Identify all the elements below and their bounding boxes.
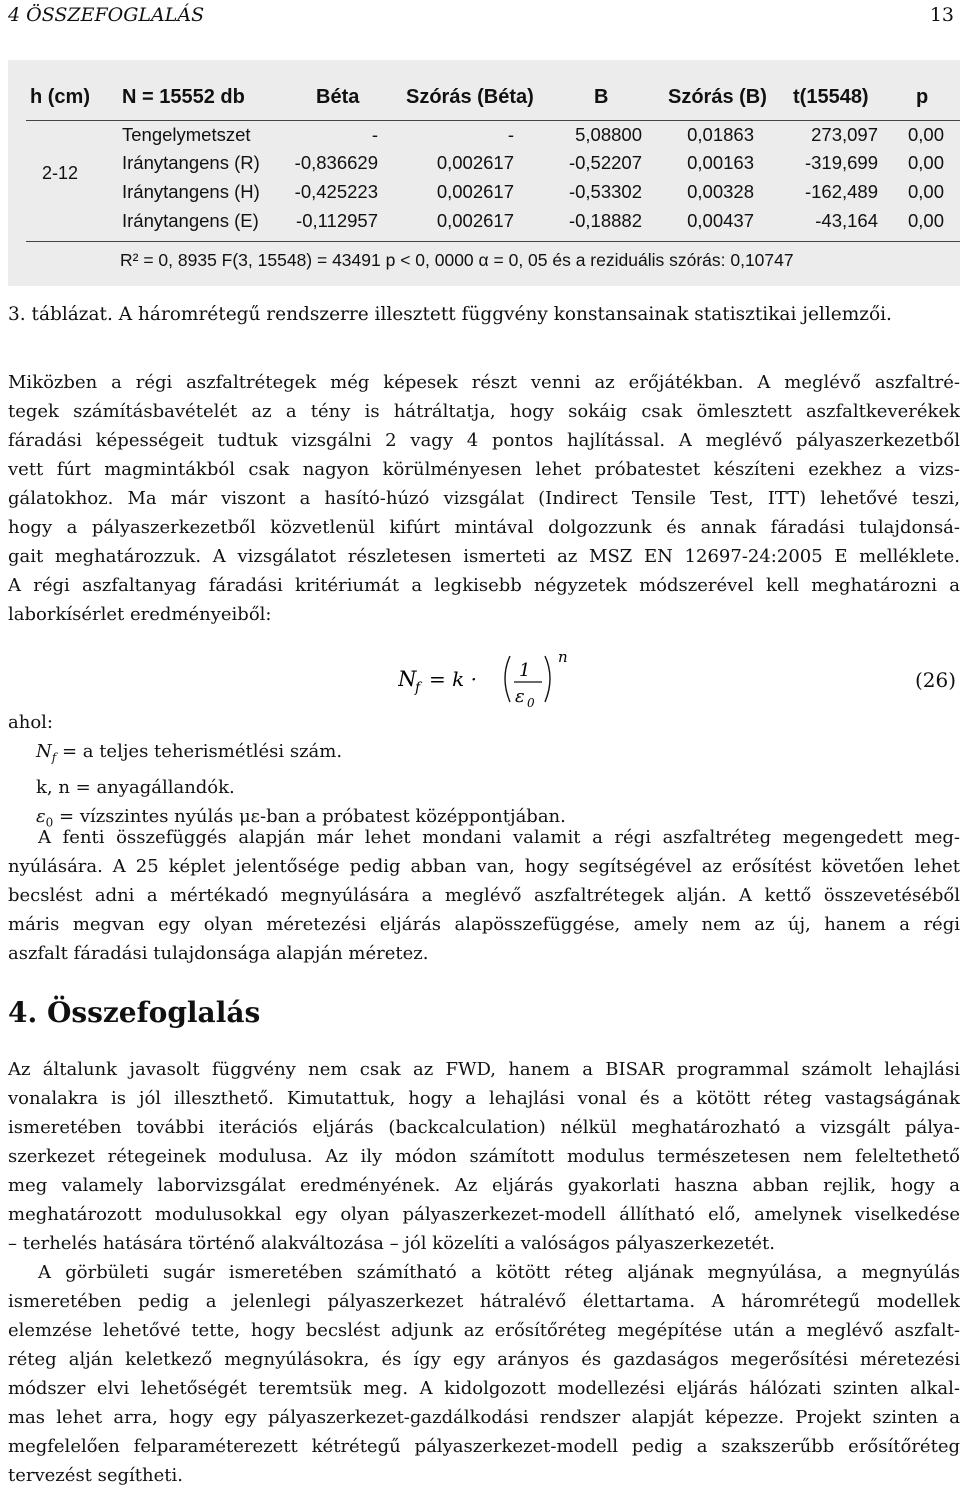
text-line: hogy a pályaszerkezetből közvetlenül kifúrt mintával dolgozzunk és annak fáradási tulajdonsá- — [8, 517, 960, 538]
cell-b: -0,53302 — [568, 181, 642, 202]
text-line: megfelelően felparaméterezett kétrétegű pályaszerkezet-modell pedig a szakszerűbb erősítőréteg — [8, 1436, 960, 1457]
where-label: ahol: — [8, 712, 53, 733]
cell-p: 0,00 — [907, 210, 944, 231]
cell-p: 0,00 — [907, 124, 944, 145]
cell-szoras-b: 0,00163 — [687, 152, 754, 173]
paragraph-intro — [8, 368, 960, 629]
text-line: meg valamely laborvizsgálat eredményének. Az eljárás gyakorlati haszna abban rejlik, hogy a — [8, 1175, 960, 1196]
text-line: vett fúrt magmintákból csak nagyon körülményesen lehet próbatestet készíteni ezekhez a vizs- — [8, 459, 960, 480]
column-header-n: N = 15552 db — [122, 86, 245, 108]
cell-beta: -0,836629 — [294, 152, 378, 173]
formula-lhs: N — [398, 667, 417, 691]
text-line: vonalakra is jól illeszthető. Kimutattuk, hogy a lehajlási vonal és a kötött réteg vastagságának — [8, 1088, 960, 1109]
paragraph-conclusion — [8, 823, 960, 968]
cell-t: -43,164 — [815, 210, 878, 231]
cell-p: 0,00 — [907, 181, 944, 202]
text-line: – terhelés hatására történő alakváltozása – jól közelíti a valóságos pályaszerkezetét. — [8, 1233, 775, 1254]
cell-t: 273,097 — [811, 124, 878, 145]
column-header-szoras-beta: Szórás (Béta) — [406, 86, 534, 108]
cell-beta: -0,425223 — [294, 181, 378, 202]
statistics-table — [8, 60, 960, 286]
definitions — [8, 708, 566, 837]
cell-p: 0,00 — [907, 152, 944, 173]
row-name: Tengelymetszet — [122, 124, 251, 145]
cell-t: -319,699 — [804, 152, 878, 173]
text-line: laborkísérlet eredményeiből: — [8, 604, 272, 625]
cell-szoras-b: 0,01863 — [687, 124, 754, 145]
cell-t: -162,489 — [804, 181, 878, 202]
definition-nf: $N_f = a$ teljes teherismétlési szám. — [36, 741, 343, 765]
page-number: 13 — [929, 4, 954, 26]
text-line: fáradási képességeit tudtuk vizsgálni 2 vagy 4 pontos hajlítással. A meglévő pályaszerkezetből — [8, 430, 960, 451]
table-rule-top — [26, 120, 960, 121]
section-heading: 4. Összefoglalás — [8, 996, 261, 1029]
formula-exponent: n — [558, 650, 568, 666]
text-line: tegek számításbavételét az a tény is hátráltatja, hogy sokáig csak ömlesztett aszfaltkeverékek — [8, 401, 960, 422]
definition-epsilon-text: = vízszintes nyúlás με-ban a próbatest középpontjában. — [59, 805, 566, 827]
text-line: gait meghatározzuk. A vizsgálatot részletesen ismerteti az MSZ EN 12697-24:2005 E melléklete. — [8, 546, 960, 567]
fatigue-formula — [398, 650, 598, 710]
cell-b: -0,18882 — [568, 210, 642, 231]
running-header — [0, 4, 960, 34]
row-name: Iránytangens (H) — [122, 181, 260, 202]
text-line: ismeretében pedig a jelenlegi pályaszerkezet hátralévő élettartama. A háromrétegű modellek — [8, 1291, 960, 1312]
chapter-title: 4 ÖSSZEFOGLALÁS — [8, 4, 205, 26]
definition-nf-text: = a teljes teherismétlési szám. — [61, 741, 343, 762]
text-line: A görbületi sugár ismeretében számítható a kötött réteg aljának megnyúlása, a megnyúlás — [38, 1262, 960, 1283]
cell-b: -0,52207 — [568, 152, 642, 173]
column-header-beta: Béta — [316, 86, 360, 108]
cell-szoras-beta: 0,002617 — [436, 210, 514, 231]
text-line: aszfalt fáradási tulajdonsága alapján méretez. — [8, 943, 429, 964]
column-header-h: h (cm) — [30, 86, 90, 108]
table-rule-bottom — [26, 241, 960, 242]
cell-beta: - — [371, 124, 378, 145]
formula-denominator: ε — [515, 686, 525, 707]
equation-26 — [0, 650, 960, 710]
definition-epsilon: $\varepsilon_0$ = vízszintes nyúlás με-ban a próbatest középpontjában. — [36, 805, 566, 830]
definition-k-n: k, n = anyagállandók. — [36, 776, 235, 798]
text-line: meghatározott modulusokkal egy olyan pályaszerkezet-modell állítható elő, amelynek viselkedése — [8, 1204, 960, 1225]
text-line: Az általunk javasolt függvény nem csak az FWD, hanem a BISAR programmal számolt lehajlási — [8, 1059, 960, 1080]
left-paren — [505, 656, 510, 702]
text-line: módszer elvi lehetőségét teremtsük meg. A kidolgozott modellezési eljárás hálózati szinten alkal- — [8, 1378, 960, 1399]
column-header-b: B — [594, 86, 609, 108]
text-line: becslést adni a mértékadó megnyúlására a meglévő aszfaltrétegek alján. A kettő összevetéséből — [8, 885, 960, 906]
right-paren — [545, 656, 550, 702]
text-line: szerkezet rétegeinek modulusa. Az ily módon számított modulus természetesen nem feleltethető — [8, 1146, 960, 1167]
cell-beta: -0,112957 — [296, 210, 378, 231]
cell-szoras-b: 0,00437 — [687, 210, 754, 231]
cell-szoras-b: 0,00328 — [687, 181, 754, 202]
text-line: gálatokhoz. Ma már viszont a hasító-húzó vizsgálat (Indirect Tensile Test, ITT) lehetővé teszi, — [8, 488, 960, 509]
row-name: Iránytangens (R) — [122, 152, 260, 173]
group-label: 2-12 — [42, 163, 79, 183]
cell-szoras-beta: 0,002617 — [436, 152, 514, 173]
column-header-szoras-b: Szórás (B) — [668, 86, 767, 108]
formula-den-sub: 0 — [527, 696, 535, 710]
row-name: Iránytangens (E) — [122, 210, 259, 231]
regression-statistics: R² = 0, 8935 F(3, 15548) = 43491 p < 0, 0000 α = 0, 05 és a reziduális szórás: 0,10747 — [120, 250, 794, 270]
paragraph-outlook — [8, 1258, 960, 1490]
cell-szoras-beta: 0,002617 — [436, 181, 514, 202]
text-line: nyúlására. A 25 képlet jelentősége pedig abban van, hogy segítségével az erősítést követően lehet — [8, 856, 960, 877]
cell-b: 5,08800 — [575, 124, 642, 145]
paragraph-summary — [8, 1055, 960, 1258]
text-line: A régi aszfaltanyag fáradási kritériumát a legkisebb négyzetek módszerével kell meghatározni a — [8, 575, 960, 596]
equation-number: (26) — [914, 668, 956, 692]
text-line: ismeretében további iterációs eljárás (backcalculation) nélkül meghatározható a vizsgált pálya- — [8, 1117, 960, 1138]
cell-szoras-beta: - — [507, 124, 514, 145]
formula-lhs-sub: f — [415, 680, 421, 696]
text-line: mas lehet arra, hogy egy pályaszerkezet-gazdálkodási rendszer alapját képezze. Projekt szinten a — [8, 1407, 960, 1428]
column-header-p: p — [916, 86, 929, 108]
table-caption: 3. táblázat. A háromrétegű rendszerre illesztett függvény konstansainak statisztikai jellemzői. — [8, 304, 892, 325]
formula-eq: = k · — [429, 667, 477, 691]
text-line: Miközben a régi aszfaltrétegek még képesek részt venni az erőjátékban. A meglévő aszfaltré- — [8, 372, 960, 393]
column-header-t: t(15548) — [793, 86, 869, 108]
formula-numerator: 1 — [519, 660, 531, 681]
text-line: máris megvan egy olyan méretezési eljárás alapösszefüggése, amely nem az új, hanem a régi — [8, 914, 960, 935]
text-line: elemzése lehetővé tette, hogy becslést adjunk az erősítőréteg megépítése után a meglévő aszfalt- — [8, 1320, 960, 1341]
text-line: réteg alján keletkező megnyúlásokra, és így egy arányos és gazdaságos megerősítési méretezési — [8, 1349, 960, 1370]
text-line: tervezést segítheti. — [8, 1465, 183, 1486]
text-line: A fenti összefüggés alapján már lehet mondani valamit a régi aszfaltréteg megengedett meg- — [38, 827, 960, 848]
